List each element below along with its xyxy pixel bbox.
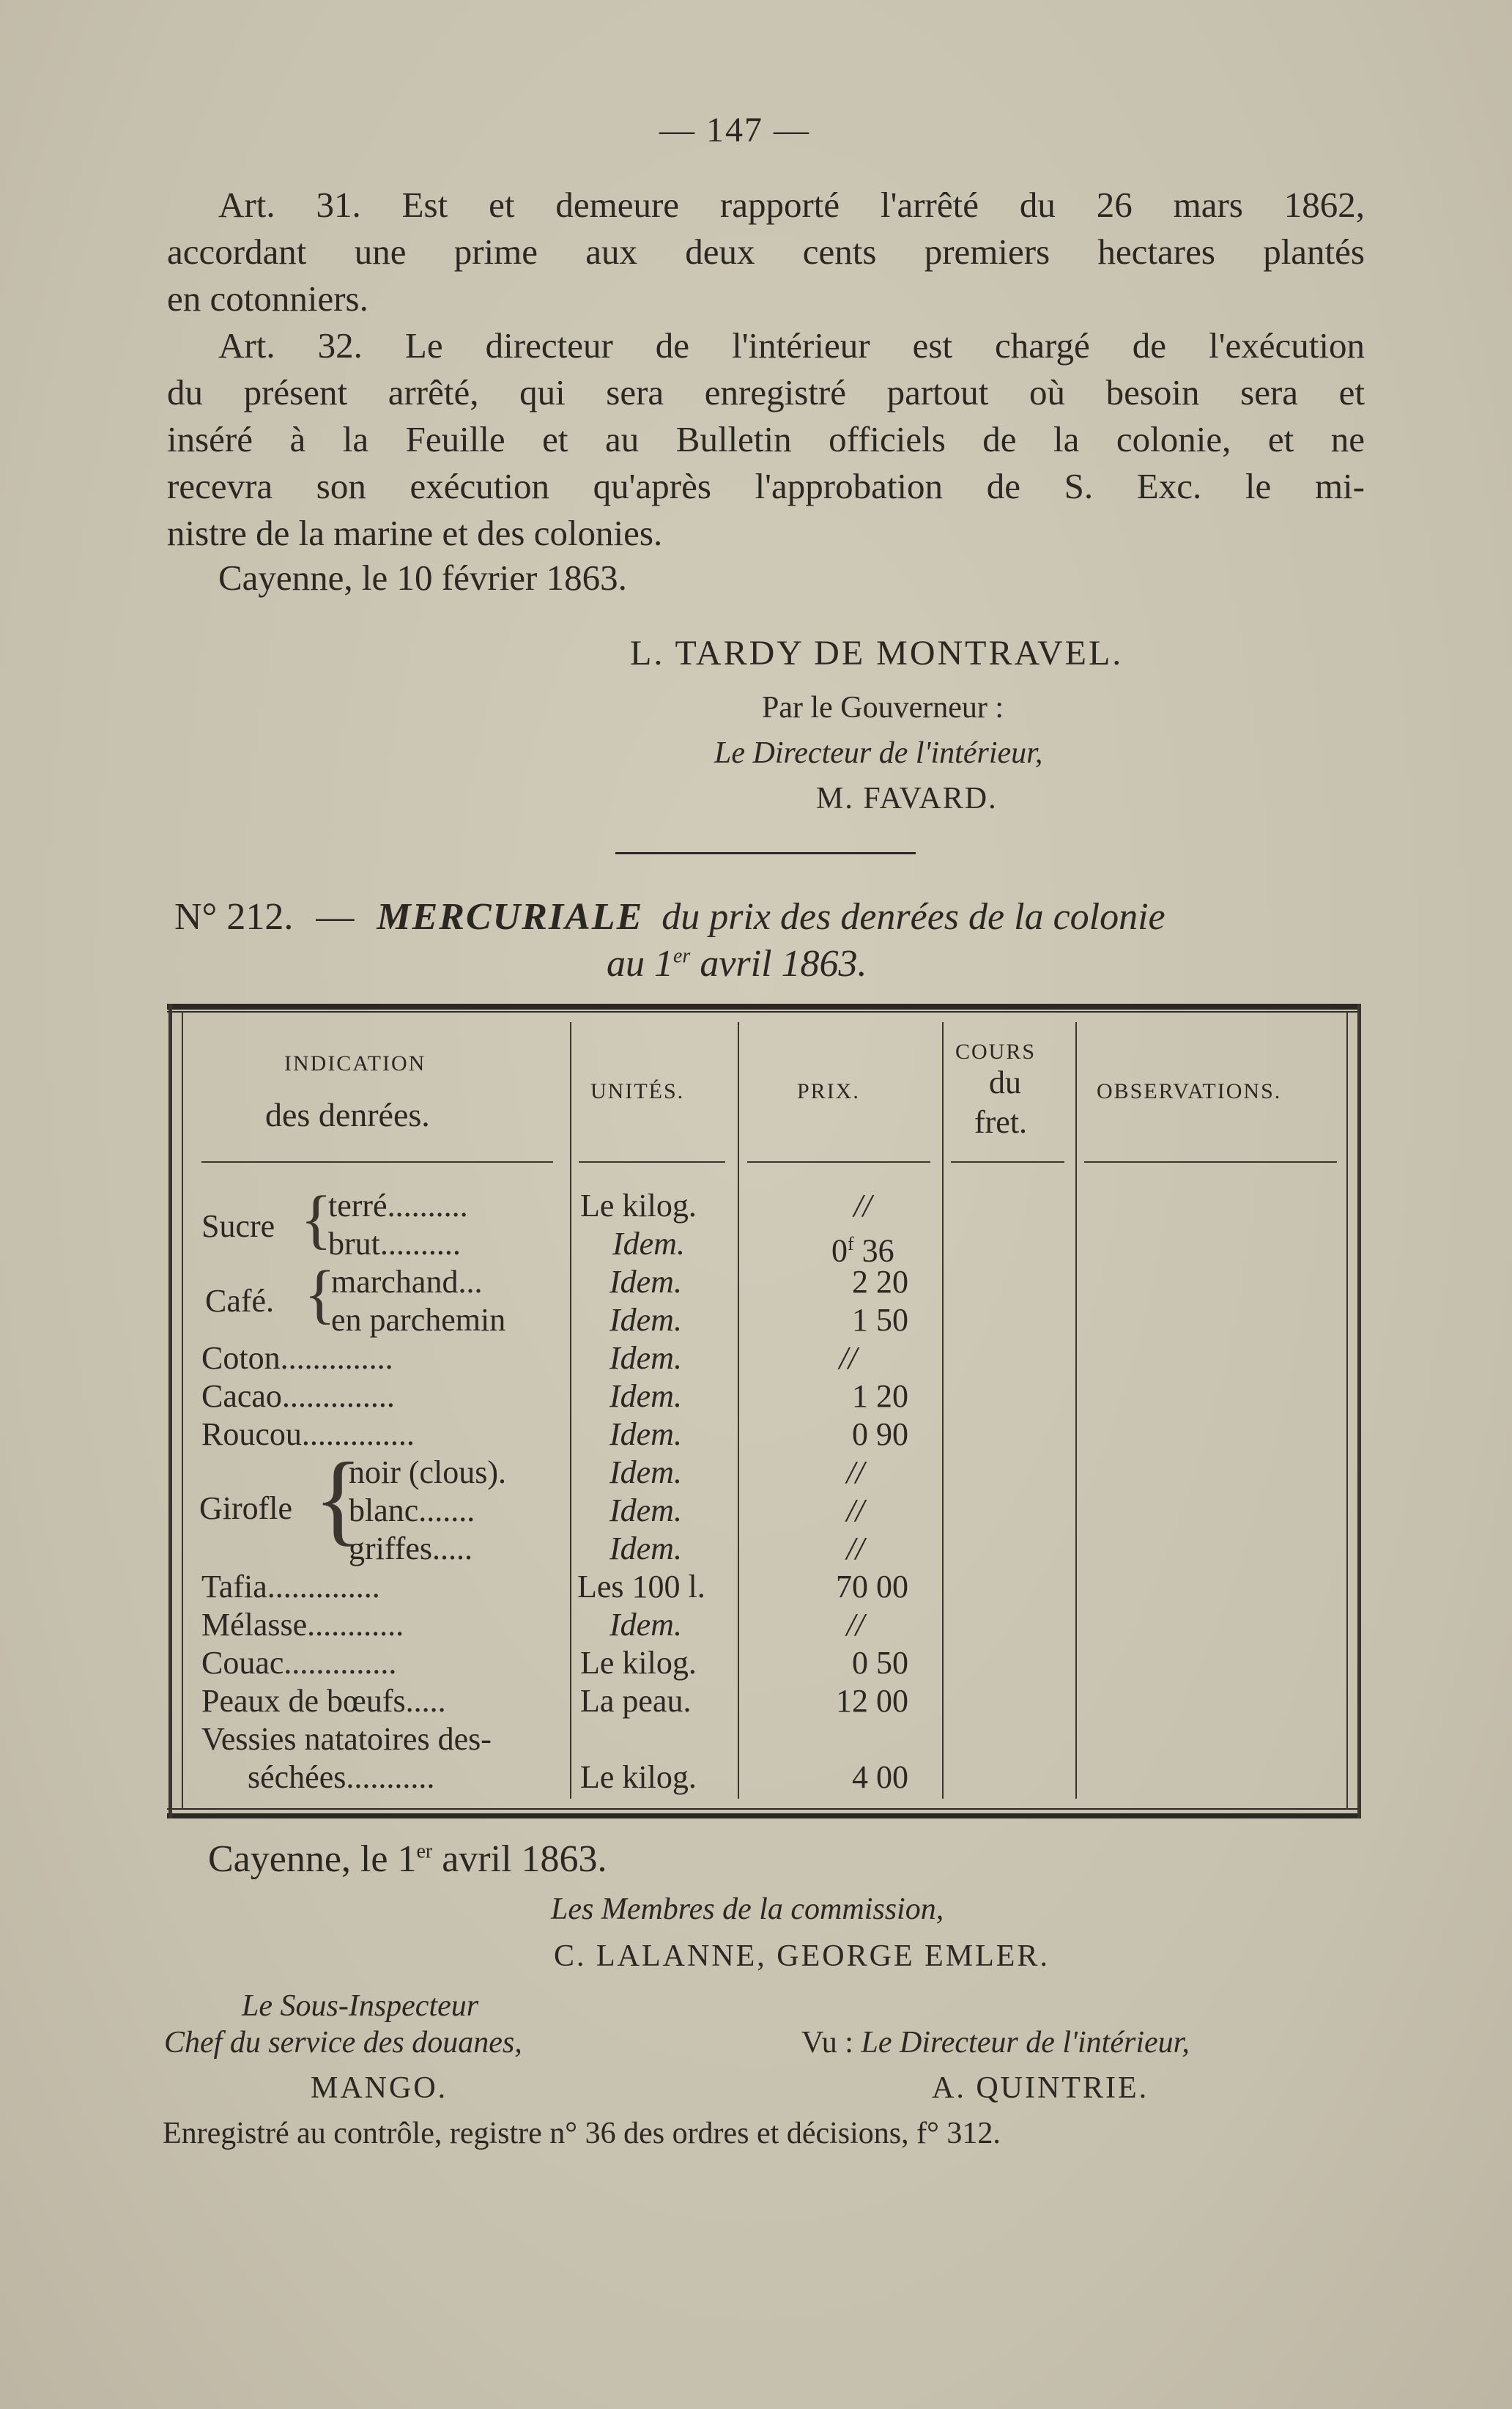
col-divider-price (738, 1022, 739, 1799)
row-item-terre: terré.......... (328, 1188, 468, 1224)
art31-line3: en cotonniers. (167, 278, 368, 319)
price-brut-main: 0 (831, 1232, 848, 1269)
document-subtitle (607, 942, 867, 985)
header-underline-1 (201, 1161, 553, 1163)
row-price-marchand: 2 20 (852, 1264, 908, 1300)
page-number: — 147 — (659, 111, 810, 149)
art32-line2: du présent arrêté, qui sera enregistré partout où besoin sera et (167, 372, 1365, 412)
row-unit-tafia: Les 100 l. (577, 1569, 705, 1605)
vu-role: Le Directeur de l'intérieur, (861, 2026, 1190, 2060)
title-rest: du prix des denrées de la colonie (662, 896, 1166, 938)
vu-pre: Vu : (801, 2026, 861, 2060)
header-prix: PRIX. (797, 1079, 860, 1103)
table-left-border-inner (182, 1011, 183, 1810)
row-unit-coton: Idem. (609, 1340, 682, 1376)
art32-line1: Art. 32. Le directeur de l'intérieur est chargé de l'exécution (218, 325, 1365, 366)
row-price-melasse: // (846, 1607, 864, 1643)
row-unit-noir: Idem. (609, 1454, 682, 1490)
row-unit-couac: Le kilog. (580, 1645, 697, 1681)
date2-post: avril 1863. (432, 1838, 607, 1880)
signature-role: Le Directeur de l'intérieur, (714, 736, 1043, 770)
title-mercuriale: MERCURIALE (377, 896, 644, 938)
row-price-blanc: // (846, 1492, 864, 1528)
row-item-couac: Couac.............. (201, 1645, 397, 1681)
row-item-parchemin: en parchemin (331, 1302, 506, 1338)
header-du: du (989, 1065, 1021, 1100)
vu-name: A. QUINTRIE. (932, 2071, 1149, 2105)
header-observations: OBSERVATIONS. (1097, 1079, 1282, 1103)
row-price-cacao: 1 20 (852, 1378, 908, 1414)
vu-line (801, 2025, 1190, 2060)
art31-line2: accordant une prime aux deux cents premiers hectares plantés (167, 232, 1365, 272)
group-cafe: Café. (205, 1283, 275, 1319)
title-dash: — (316, 896, 355, 938)
header-underline-5 (1084, 1161, 1337, 1163)
table-top-rule (167, 1004, 1361, 1010)
row-unit-brut: Idem. (612, 1226, 685, 1262)
art31-line1: Art. 31. Est et demeure rapporté l'arrêté du 26 mars 1862, (218, 185, 1365, 225)
col-divider-obs (1075, 1022, 1077, 1799)
row-unit-parchemin: Idem. (609, 1302, 682, 1338)
table-right-border-inner (1346, 1011, 1348, 1810)
table-bottom-rule (167, 1813, 1361, 1818)
row-item-coton: Coton.............. (201, 1340, 393, 1376)
art32-line3: inséré à la Feuille et au Bulletin officiels de la colonie, et ne (167, 419, 1365, 459)
row-unit-blanc: Idem. (609, 1492, 682, 1528)
header-fret: fret. (974, 1104, 1028, 1140)
header-unites: UNITÉS. (590, 1079, 685, 1103)
header-denrees: des denrées. (265, 1096, 430, 1133)
date-line-1: Cayenne, le 10 février 1863. (218, 558, 627, 598)
table-top-rule-thin (167, 1011, 1361, 1013)
row-unit-melasse: Idem. (609, 1607, 682, 1643)
row-price-parchemin: 1 50 (852, 1302, 908, 1338)
signature-par: Par le Gouverneur : (762, 691, 1004, 725)
registration-line: Enregistré au contrôle, registre n° 36 des ordres et décisions, f° 312. (163, 2117, 1001, 2150)
row-item-noir: noir (clous). (349, 1454, 507, 1490)
subtitle-sup: er (673, 944, 691, 968)
subtitle-pre: au 1 (607, 943, 673, 985)
commission-label: Les Membres de la commission, (551, 1892, 944, 1926)
subtitle-post: avril 1863. (690, 943, 867, 985)
inspector-title: Le Sous-Inspecteur (242, 1989, 479, 2023)
price-brut-sup: f (848, 1233, 854, 1254)
row-price-couac: 0 50 (852, 1645, 908, 1681)
brace-sucre: { (300, 1183, 333, 1256)
group-girofle: Girofle (199, 1490, 293, 1526)
table-bottom-rule-thin (167, 1808, 1361, 1810)
table-right-border (1357, 1004, 1361, 1818)
commission-names: C. LALANNE, GEORGE EMLER. (554, 1939, 1050, 1973)
document-title (174, 895, 1166, 939)
date2-sup: er (416, 1840, 433, 1863)
row-unit-roucou: Idem. (609, 1416, 682, 1452)
date-line-2 (208, 1838, 607, 1881)
row-price-roucou: 0 90 (852, 1416, 908, 1452)
col-divider-units (570, 1022, 571, 1799)
row-price-peaux: 12 00 (836, 1683, 908, 1719)
table-left-border (168, 1004, 172, 1818)
inspector-name: MANGO. (311, 2071, 448, 2105)
header-underline-4 (951, 1161, 1064, 1163)
inspector-service: Chef du service des douanes, (164, 2026, 522, 2060)
art32-line5: nistre de la marine et des colonies. (167, 513, 663, 553)
row-item-blanc: blanc....... (349, 1492, 475, 1528)
row-unit-terre: Le kilog. (580, 1188, 697, 1224)
row-item-peaux: Peaux de bœufs..... (201, 1683, 446, 1719)
row-item-sechees: séchées........... (248, 1759, 435, 1795)
row-unit-cacao: Idem. (609, 1378, 682, 1414)
row-price-noir: // (846, 1454, 864, 1490)
signature-signer: M. FAVARD. (816, 782, 998, 815)
header-underline-3 (747, 1161, 930, 1163)
price-brut-rest: 36 (853, 1232, 894, 1269)
document-number: N° 212. (174, 896, 294, 938)
separator-rule (615, 852, 916, 854)
row-price-coton: // (839, 1340, 857, 1376)
row-item-tafia: Tafia.............. (201, 1569, 380, 1605)
row-item-vessies: Vessies natatoires des- (201, 1721, 492, 1757)
signature-governor: L. TARDY DE MONTRAVEL. (630, 634, 1124, 673)
row-item-melasse: Mélasse............ (201, 1607, 404, 1643)
header-underline-2 (579, 1161, 725, 1163)
row-item-cacao: Cacao.............. (201, 1378, 395, 1414)
article-32 (167, 322, 1365, 557)
row-item-brut: brut.......... (328, 1226, 461, 1262)
row-unit-marchand: Idem. (609, 1264, 682, 1300)
row-item-griffes: griffes..... (349, 1531, 473, 1566)
row-price-griffes: // (846, 1531, 864, 1566)
brace-girofle: { (314, 1442, 363, 1555)
group-sucre: Sucre (201, 1208, 275, 1244)
header-cours: COURS (955, 1040, 1037, 1064)
row-item-marchand: marchand... (331, 1264, 483, 1300)
row-price-terre: // (853, 1188, 872, 1224)
row-item-roucou: Roucou.............. (201, 1416, 415, 1452)
header-indication: INDICATION (284, 1051, 426, 1076)
row-price-tafia: 70 00 (836, 1569, 908, 1605)
art32-line4: recevra son exécution qu'après l'approbation de S. Exc. le mi- (167, 466, 1365, 506)
row-price-sechees: 4 00 (852, 1759, 908, 1795)
row-unit-peaux: La peau. (580, 1683, 692, 1719)
brace-cafe: { (304, 1258, 336, 1331)
col-divider-fret (942, 1022, 944, 1799)
article-31 (167, 182, 1365, 322)
row-unit-griffes: Idem. (609, 1531, 682, 1566)
row-unit-sechees: Le kilog. (580, 1759, 697, 1795)
date2-pre: Cayenne, le 1 (208, 1838, 417, 1880)
